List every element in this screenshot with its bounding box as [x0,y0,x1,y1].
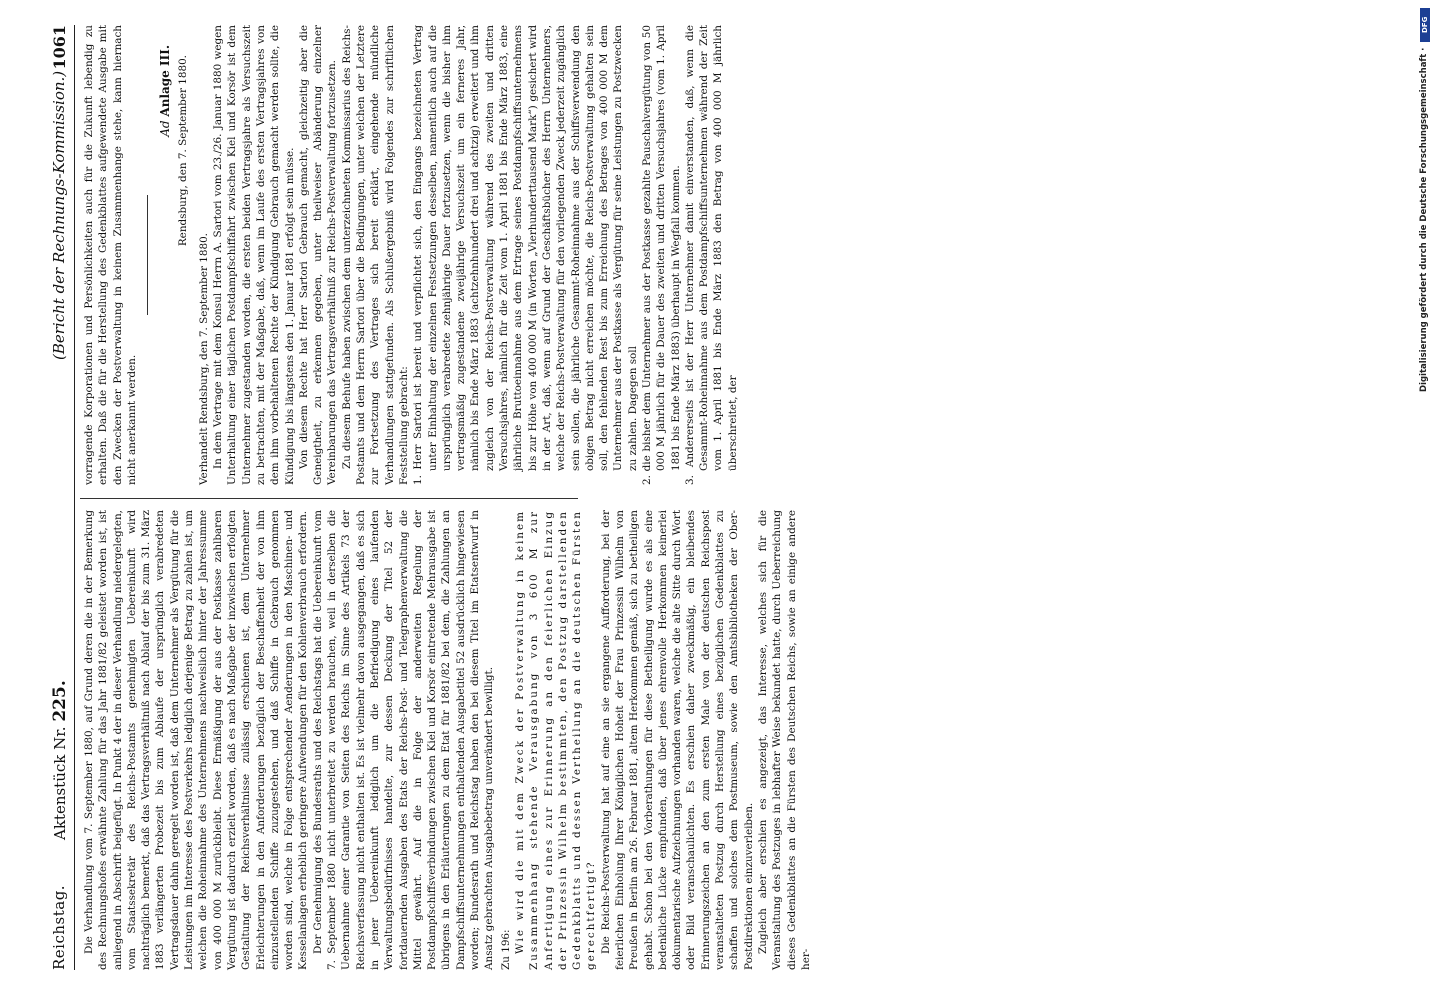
header-number-prefix: Aktenstück Nr. [51,726,69,840]
paragraph: vorragende Korporationen und Persönlichkeiten auch für die Zukunft lebendig zu erhalten. Daß die für die Herstellung des Gedenkblattes aufgewendete Ausgabe mit den Zwecken der Postverwaltung in keinem Zusammenhange stehe, kann hiernach nicht anerkannt werden. [83,25,138,485]
list-item: 1. Herr Sartori ist bereit und verpflichtet sich, den Eingangs bezeichneten Vertrag unter Einhaltung der einzelnen Festsetzungen desselben, namentlich auch auf die ursprünglich verabredete zehnjährige Dauer fortzusetzen, wenn die bisher ihm vertragsmäßig zugestandene zweijährige Versuchszeit um ein ferneres Jahr, nämlich bis Ende März 1883 (achtzehnhundert drei und achtzig) erweitert und ihm zugleich von der Reichs-Postverwaltung während des zweiten und dritten Versuchsjahres, nämlich für die Zeit vom 1. April 1881 bis Ende März 1883, eine jährliche Bruttoeinnahme aus dem Ertrage seines Postdampfschiffsunternehmens bis zur Höhe von 400 000 M (in Worten „Vierhunderttausend Mark“) gesichert wird in der Art, daß, wenn auf Grund der Geschäftsbücher des Herrn Unternehmers, welche der Reichs-Postverwaltung für den vorliegenden Zweck jederzeit zugänglich sein sollen, die jährliche Gesammt-Roheinnahme aus der Schiffsverwendung den obigen Betrag nicht erreichen möchte, die Reichs-Postverwaltung gehalten sein soll, den fehlenden Rest bis zum Erreichung des Betrages von 400 000 M dem Unternehmer aus der Postkasse als Vergütung für seine Leistungen zu Postzwecken zu zahlen. Dagegen soll [412,25,639,485]
header-reichstag: Reichstag. [50,884,68,970]
separator-rule [147,195,148,315]
annex-prefix: Ad [158,120,173,137]
left-text-column [82,510,812,970]
digitization-note: Digitalisierung gefördert durch die Deutsche Forschungsgemeinschaft · [1419,48,1429,393]
header-document-number [50,680,70,840]
annex-heading [158,45,172,485]
list-item: 3. Andererseits ist der Herr Unternehmer damit einverstanden, daß, wenn die Gesammt-Roheinnahme aus dem Postdampfschiffsunternehmen während der Zeit vom 1. April 1881 bis Ende März 1883 den Betrag von 400 000 M jährlich überschreitet, der [683,25,739,485]
question-paragraph: Wie wird die mit dem Zweck der Postverwaltung in keinem Zusammenhang stehende Verausgabung von 3 600 M zur Anfertigung eines zur Erinnerung an den feierlichen Einzug der Prinzessin Wilhelm bestimmten, den Postzug darstellenden Gedenkblatts und dessen Vertheilung an die deutschen Fürsten gerechtfertigt? [513,510,598,970]
page-header [48,25,75,970]
paragraph: Zu diesem Behufe haben zwischen dem unterzeichneten Kommissarius des Reichs-Postamts und dem Herrn Sartori über die Bedingungen, unter welchen der Letztere zur Fortsetzung des Vertrages sich bereit erklärt, eingehende mündliche Verhandlungen stattgefunden. Als Schlußergebniß wird Folgendes zur schriftlichen Feststellung gebracht: [340,25,410,485]
paragraph: Verhandelt Rendsburg, den 7. September 1880. [197,233,210,485]
header-number: 225. [50,680,70,722]
paragraph: Die Reichs-Postverwaltung hat auf eine an sie ergangene Aufforderung, bei der feierlichen Einholung Ihrer Königlichen Hoheit der Frau Prinzessin Wilhelm von Preußen in Berlin am 26. Februar 1881, altem Herkommen gemäß, sich zu betheiligen gehabt. Schon bei den Vorberathungen für diese Betheiligung wurde es als eine bedenkliche Lücke empfunden, daß über jenes ehrenvolle Herkommen keinerlei dokumentarische Aufzeichnungen vorhanden waren, welche die alte Sitte durch Wort oder Bild veranschaulichten. Es erschien daher zweckmäßig, ein bleibendes Erinnerungszeichen an den zum ersten Male von der deutschen Reichspost veranstalteten Postzug durch Herstellung eines bezüglichen Gedenkblattes zu schaffen und solches dem Postmuseum, sowie den Amtsbibliotheken der Ober-Postdirektionen einzuverleiben. [599,510,755,970]
annex-title: Anlage III. [158,45,173,117]
dfg-logo: DFG [1420,8,1430,42]
paragraph: In dem Vertrage mit dem Konsul Herrn A. Sartori vom 23./26. Januar 1880 wegen Unterhaltung einer täglichen Postdampfschiffahrt zwischen Kiel und Korsör ist dem Unternehmer zugestanden worden, die ersten beiden Vertragsjahre als Versuchszeit zu betrachten, mit der Maßgabe, daß, wenn im Laufe des ersten Vertragsjahres von dem ihm vorbehaltenen Rechte der Kündigung Gebrauch gemacht werden sollte, die Kündigung bis längstens den 1. Januar 1881 erfolgt sein müsse. [212,25,296,485]
right-text-column [82,25,739,485]
section-label: Zu 196: [499,929,512,970]
header-report-title: (Bericht der Rechnungs-Kommission.) [50,70,68,360]
page-number: 1061 [50,25,69,70]
annex-date: Rendsburg, den 7. September 1880. [177,55,190,247]
paragraph: Der Genehmigung des Bundesraths und des Reichstags hat die Uebereinkunft vom 7. September 1880 nicht unterbreitet zu werden brauchen, weil in derselben die Uebernahme einer Garantie von Seiten des Reichs im Sinne des Artikels 73 der Reichsverfassung nicht enthalten ist. Es ist vielmehr davon ausgegangen, daß es sich in jener Uebereinkunft lediglich um die Befriedigung eines laufenden Verwaltungsbedürfnisses handelte, zur dessen Deckung der Titel 52 der fortdauernden Ausgaben des Etats der Reichs-Post- und Telegraphenverwaltung die Mittel gewährt. Auf die in Folge der anderweiten Regelung der Postdampfschiffsverbindungen zwischen Kiel und Korsör eintretende Mehrausgabe ist übrigens in den Erläuterungen zu dem Etat für 1881/82 bei dem, die Zahlungen an Dampfschiffsunternehmungen enthaltenden Ausgabetitel 52 ausdrücklich hingewiesen worden; Bundesrath und Reichstag haben den bei diesem Titel im Etatsentwurf in Ansatz gebrachten Ausgabebetrag unverändert bewilligt. [311,510,496,970]
list-item: 2. die bisher dem Unternehmer aus der Postkasse gezahlte Pauschalvergütung von 50 000 M jährlich für die Dauer des zweiten und dritten Versuchsjahres (vom 1. April 1881 bis Ende März 1883) überhaupt in Wegfall kommen. [640,25,682,485]
paragraph: Von diesem Rechte hat Herr Sartori Gebrauch gemacht, gleichzeitig aber die Geneigtheit, zu erkennen gegeben, unter theilweiser Abänderung einzelner Vereinbarungen das Vertragsverhältniß zur Reichs-Postverwaltung fortzusetzen. [297,25,339,485]
paragraph: Zugleich aber erschien es angezeigt, das Interesse, welches sich für die Veranstaltung des Postzuges in lebhafter Weise bekundet hatte, durch Ueberreichung dieses Gedenkblattes an die Fürsten des Deutschen Reichs, sowie an einige andere her- [756,510,812,970]
column-divider [80,498,578,499]
paragraph: Die Verhandlung vom 7. September 1880, auf Grund deren die in der Bemerkung des Rechnungshofes erwähnte Zahlung für das Jahr 1881/82 geleistet worden ist, ist anliegend in Abschrift beigefügt. In Punkt 4 der in dieser Verhandlung niedergelegten, vom Staatssekretär des Reichs-Postamts genehmigten Uebereinkunft wird nachträglich bemerkt, daß das Vertragsverhältniß nach Ablauf der bis zum 31. März 1883 verlängerten Probezeit bis zum Ablaufe der ursprünglich verabredeten Vertragsdauer dahin geregelt worden ist, daß dem Unternehmer als Vergütung für die Leistungen im Interesse des Postverkehrs lediglich derjenige Betrag zu zahlen ist, um welchen die Roheinnahme des Unternehmens nachweislich hinter der Jahressumme von 400 000 M zurückbleibt. Diese Ermäßigung der aus der Postkasse zahlbaren Vergütung ist dadurch erzielt worden, daß es nach Maßgabe der inzwischen erfolgten Gestaltung der Reichsverhältnisse zulässig erschienen ist, dem Unternehmer Erleichterungen in den Anforderungen bezüglich der Beschaffenheit der von ihm einzustellenden Schiffe zuzugestehen, und daß Schiffe in Gebrauch genommen worden sind, welche in Folge entsprechender Aenderungen in den Maschinen- und Kesselanlagen erheblich geringere Aufwendungen für den Kohlenverbrauch erfordern. [83,510,310,970]
